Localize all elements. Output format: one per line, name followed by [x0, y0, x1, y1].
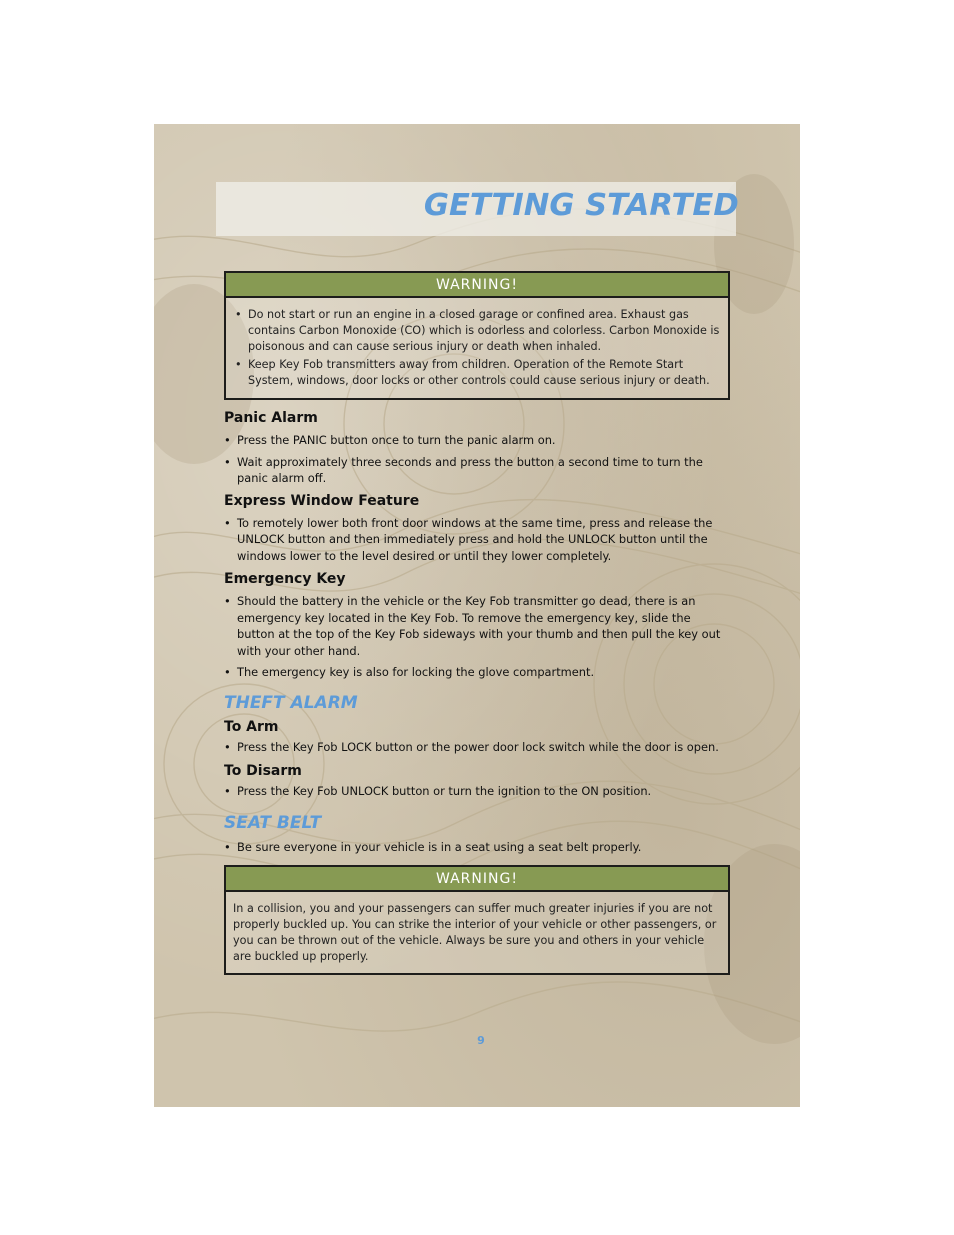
page-title: GETTING STARTED — [424, 188, 740, 223]
theft-alarm-heading: THEFT ALARM — [224, 692, 358, 713]
list-item: • Wait approximately three seconds and press the button a second time to turn the panic alarm off. — [224, 454, 730, 487]
warning-body — [226, 298, 728, 398]
title-banner — [216, 182, 740, 236]
to-arm-list — [224, 739, 730, 756]
emergency-key-heading: Emergency Key — [224, 571, 346, 587]
list-item: • Press the PANIC button once to turn the panic alarm on. — [224, 432, 730, 449]
warning-heading: WARNING! — [226, 273, 728, 298]
warning-body: In a collision, you and your passengers can suffer much greater injuries if you are not properly buckled up. You can strike the interior of your vehicle or other passengers, or you can be thrown out of the vehicle. Always be sure you and others in your vehicle are buckled up properly. — [233, 902, 717, 963]
to-disarm-heading: To Disarm — [224, 763, 302, 779]
emergency-key-list — [224, 593, 730, 681]
to-arm-heading: To Arm — [224, 718, 279, 735]
list-item: • Should the battery in the vehicle or the Key Fob transmitter go dead, there is an emergency key located in the Key Fob. To remove the emergency key, slide the button at the top of the Key Fob sideways with your thumb and then pull the key out with your other hand. — [224, 593, 730, 659]
seat-belt-list — [224, 839, 730, 856]
warning-item: • Do not start or run an engine in a closed garage or confined area. Exhaust gas contains Carbon Monoxide (CO) which is odorless and colorless. Carbon Monoxide is poisonous and can cause serious injury or death when inhaled. — [234, 307, 720, 355]
list-item: • To remotely lower both front door windows at the same time, press and release the UNLOCK button and then immediately press and hold the UNLOCK button until the windows lower to the level desired or until they lower completely. — [224, 515, 730, 565]
warning-item: • Keep Key Fob transmitters away from children. Operation of the Remote Start System, windows, door locks or other controls could cause serious injury or death. — [234, 357, 720, 389]
page-content — [224, 271, 730, 975]
seat-belt-heading: SEAT BELT — [224, 812, 322, 833]
warning-box-seatbelt — [224, 865, 730, 975]
warning-heading: WARNING! — [226, 867, 728, 892]
list-item: • Be sure everyone in your vehicle is in a seat using a seat belt properly. — [224, 839, 730, 856]
list-item: • Press the Key Fob UNLOCK button or turn the ignition to the ON position. — [224, 783, 730, 800]
warning-list — [234, 307, 720, 389]
warning-box-exhaust — [224, 271, 730, 400]
panic-alarm-list — [224, 432, 730, 487]
list-item: • The emergency key is also for locking the glove compartment. — [224, 664, 730, 681]
to-disarm-list — [224, 783, 730, 800]
express-window-list — [224, 515, 730, 565]
list-item: • Press the Key Fob LOCK button or the power door lock switch while the door is open. — [224, 739, 730, 756]
express-window-heading: Express Window Feature — [224, 492, 420, 509]
page-number: 9 — [477, 1034, 485, 1047]
manual-page — [154, 124, 800, 1107]
panic-alarm-heading: Panic Alarm — [224, 410, 318, 426]
